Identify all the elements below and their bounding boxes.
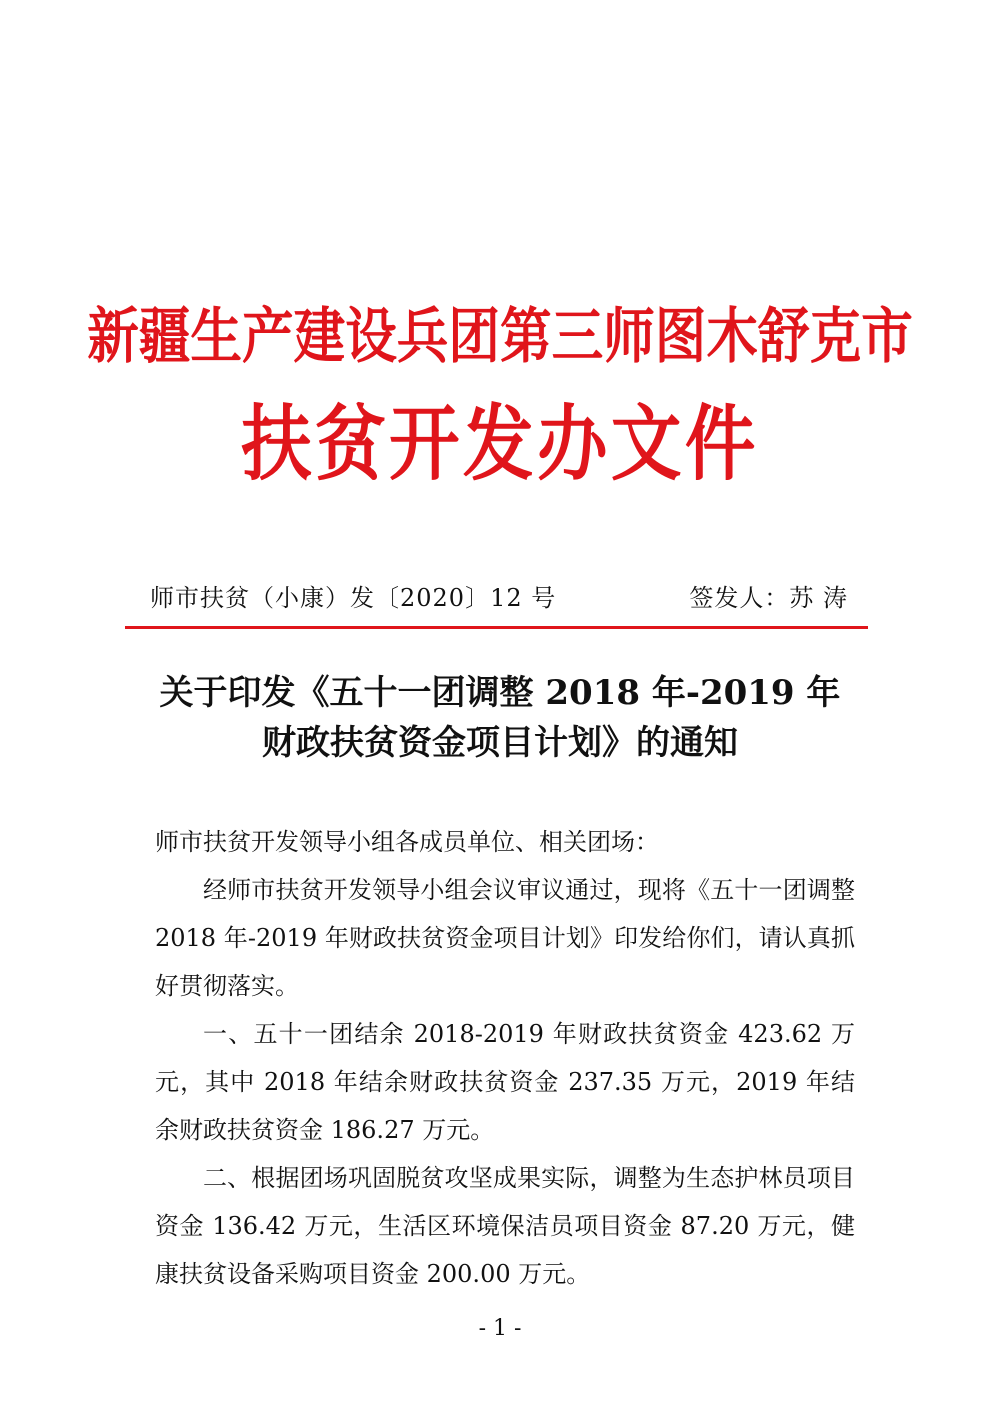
addressee: 师市扶贫开发领导小组各成员单位、相关团场： xyxy=(155,828,659,856)
paragraph-intro: 经师市扶贫开发领导小组会议审议通过，现将《五十一团调整 2018 年-2019 年财政扶贫资金项目计划》印发给你们，请认真抓好贯彻落实。 xyxy=(155,876,855,1000)
paragraph-item-1: 一、五十一团结余 2018-2019 年财政扶贫资金 423.62 万元，其中 2018 年结余财政扶贫资金 237.35 万元，2019 年结余财政扶贫资金 186.27 万元。 xyxy=(155,1020,855,1144)
body-paragraphs xyxy=(155,866,855,1298)
page-number: - 1 - xyxy=(478,1316,522,1341)
issuer-name: 新疆生产建设兵团第三师图木舒克市 xyxy=(87,302,913,372)
signer: 签发人：苏 涛 xyxy=(689,584,848,612)
notice-title-line-1: 关于印发《五十一团调整 2018 年-2019 年 xyxy=(159,673,841,713)
document-number: 师市扶贫（小康）发〔2020〕12 号 xyxy=(150,584,557,612)
notice-title-line-2: 财政扶贫资金项目计划》的通知 xyxy=(262,723,738,763)
document-type-title: 扶贫开发办文件 xyxy=(241,397,759,492)
red-divider xyxy=(125,626,868,629)
paragraph-item-2: 二、根据团场巩固脱贫攻坚成果实际，调整为生态护林员项目资金 136.42 万元，生活区环境保洁员项目资金 87.20 万元，健康扶贫设备采购项目资金 200.00 万元。 xyxy=(155,1164,855,1288)
